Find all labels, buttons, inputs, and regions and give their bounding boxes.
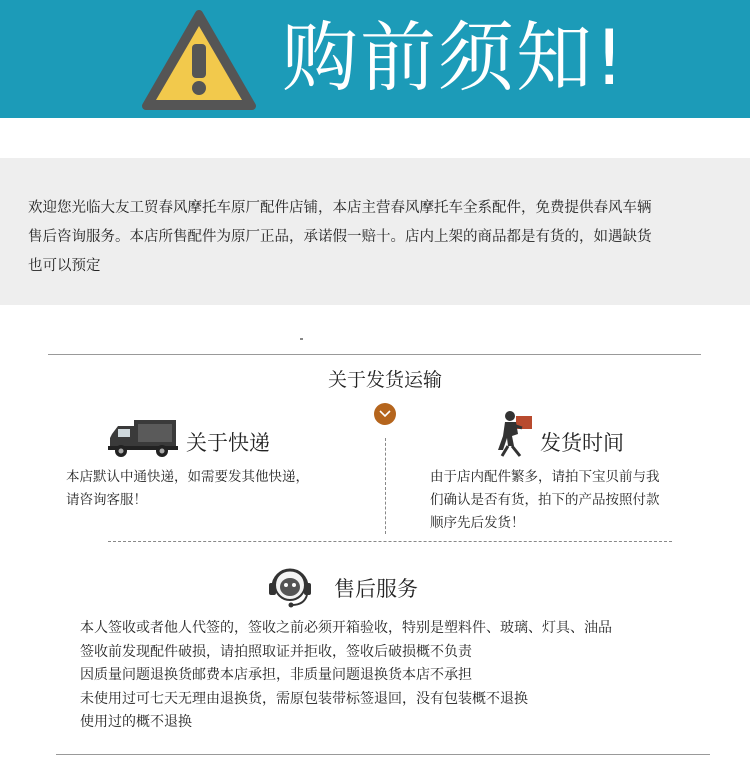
- after-sales-text: [80, 617, 612, 735]
- delivery-truck-icon: [108, 416, 178, 458]
- courier-carrying-box-icon: [496, 410, 536, 458]
- shipping-section-title: 关于发货运输: [327, 369, 442, 391]
- express-line: 请咨询客服！: [66, 492, 147, 508]
- express-line: 本店默认中通快递，如需要发其他快递，: [66, 469, 309, 485]
- after-sales-line: 未使用过可七天无理由退换货，需原包装带标签退回，没有包装概不退换: [80, 690, 528, 707]
- after-sales-line: 使用过的概不退换: [80, 714, 192, 730]
- warning-triangle-icon: [140, 8, 258, 112]
- notice-line: 也可以预定: [28, 258, 101, 274]
- after-sales-line: 签收前发现配件破损，请拍照取证并拒收，签收后破损概不负责: [80, 643, 472, 660]
- timing-line: 顺序先后发货！: [430, 515, 525, 531]
- after-sales-line: 本人签收或者他人代签的，签收之前必须开箱验收，特别是塑料件、玻璃、灯具、油品: [80, 620, 612, 636]
- timing-title: 发货时间: [540, 431, 624, 455]
- after-sales-line: 因质量问题退换货邮费本店承担，非质量问题退换货本店不承担: [80, 667, 472, 683]
- timing-line: 们确认是否有货，拍下的产品按照付款: [430, 492, 660, 508]
- chevron-down-icon: [374, 403, 396, 425]
- notice-text: [28, 194, 728, 281]
- express-title: 关于快递: [186, 431, 270, 455]
- column-divider: [385, 438, 386, 534]
- timing-line: 由于店内配件繁多，请拍下宝贝前与我: [430, 469, 660, 485]
- after-sales-title: 售后服务: [334, 577, 418, 601]
- stray-dot: [300, 338, 303, 340]
- section-divider-dashed: [108, 541, 672, 542]
- section-divider-top: [48, 354, 701, 355]
- notice-line: 售后咨询服务。本店所售配件为原厂正品，承诺假一赔十。店内上架的商品都是有货的，如遇缺货: [28, 229, 652, 245]
- express-text: [66, 466, 366, 512]
- section-divider-bottom: [56, 754, 710, 755]
- header-banner: [0, 0, 750, 118]
- notice-line: 欢迎您光临大友工贸春风摩托车原厂配件店铺，本店主营春风摩托车全系配件，免费提供春风车辆: [28, 200, 652, 216]
- timing-text: [430, 466, 730, 535]
- headset-support-icon: [266, 563, 314, 611]
- welcome-notice: [0, 158, 750, 305]
- page-title: 购前须知!: [282, 13, 627, 102]
